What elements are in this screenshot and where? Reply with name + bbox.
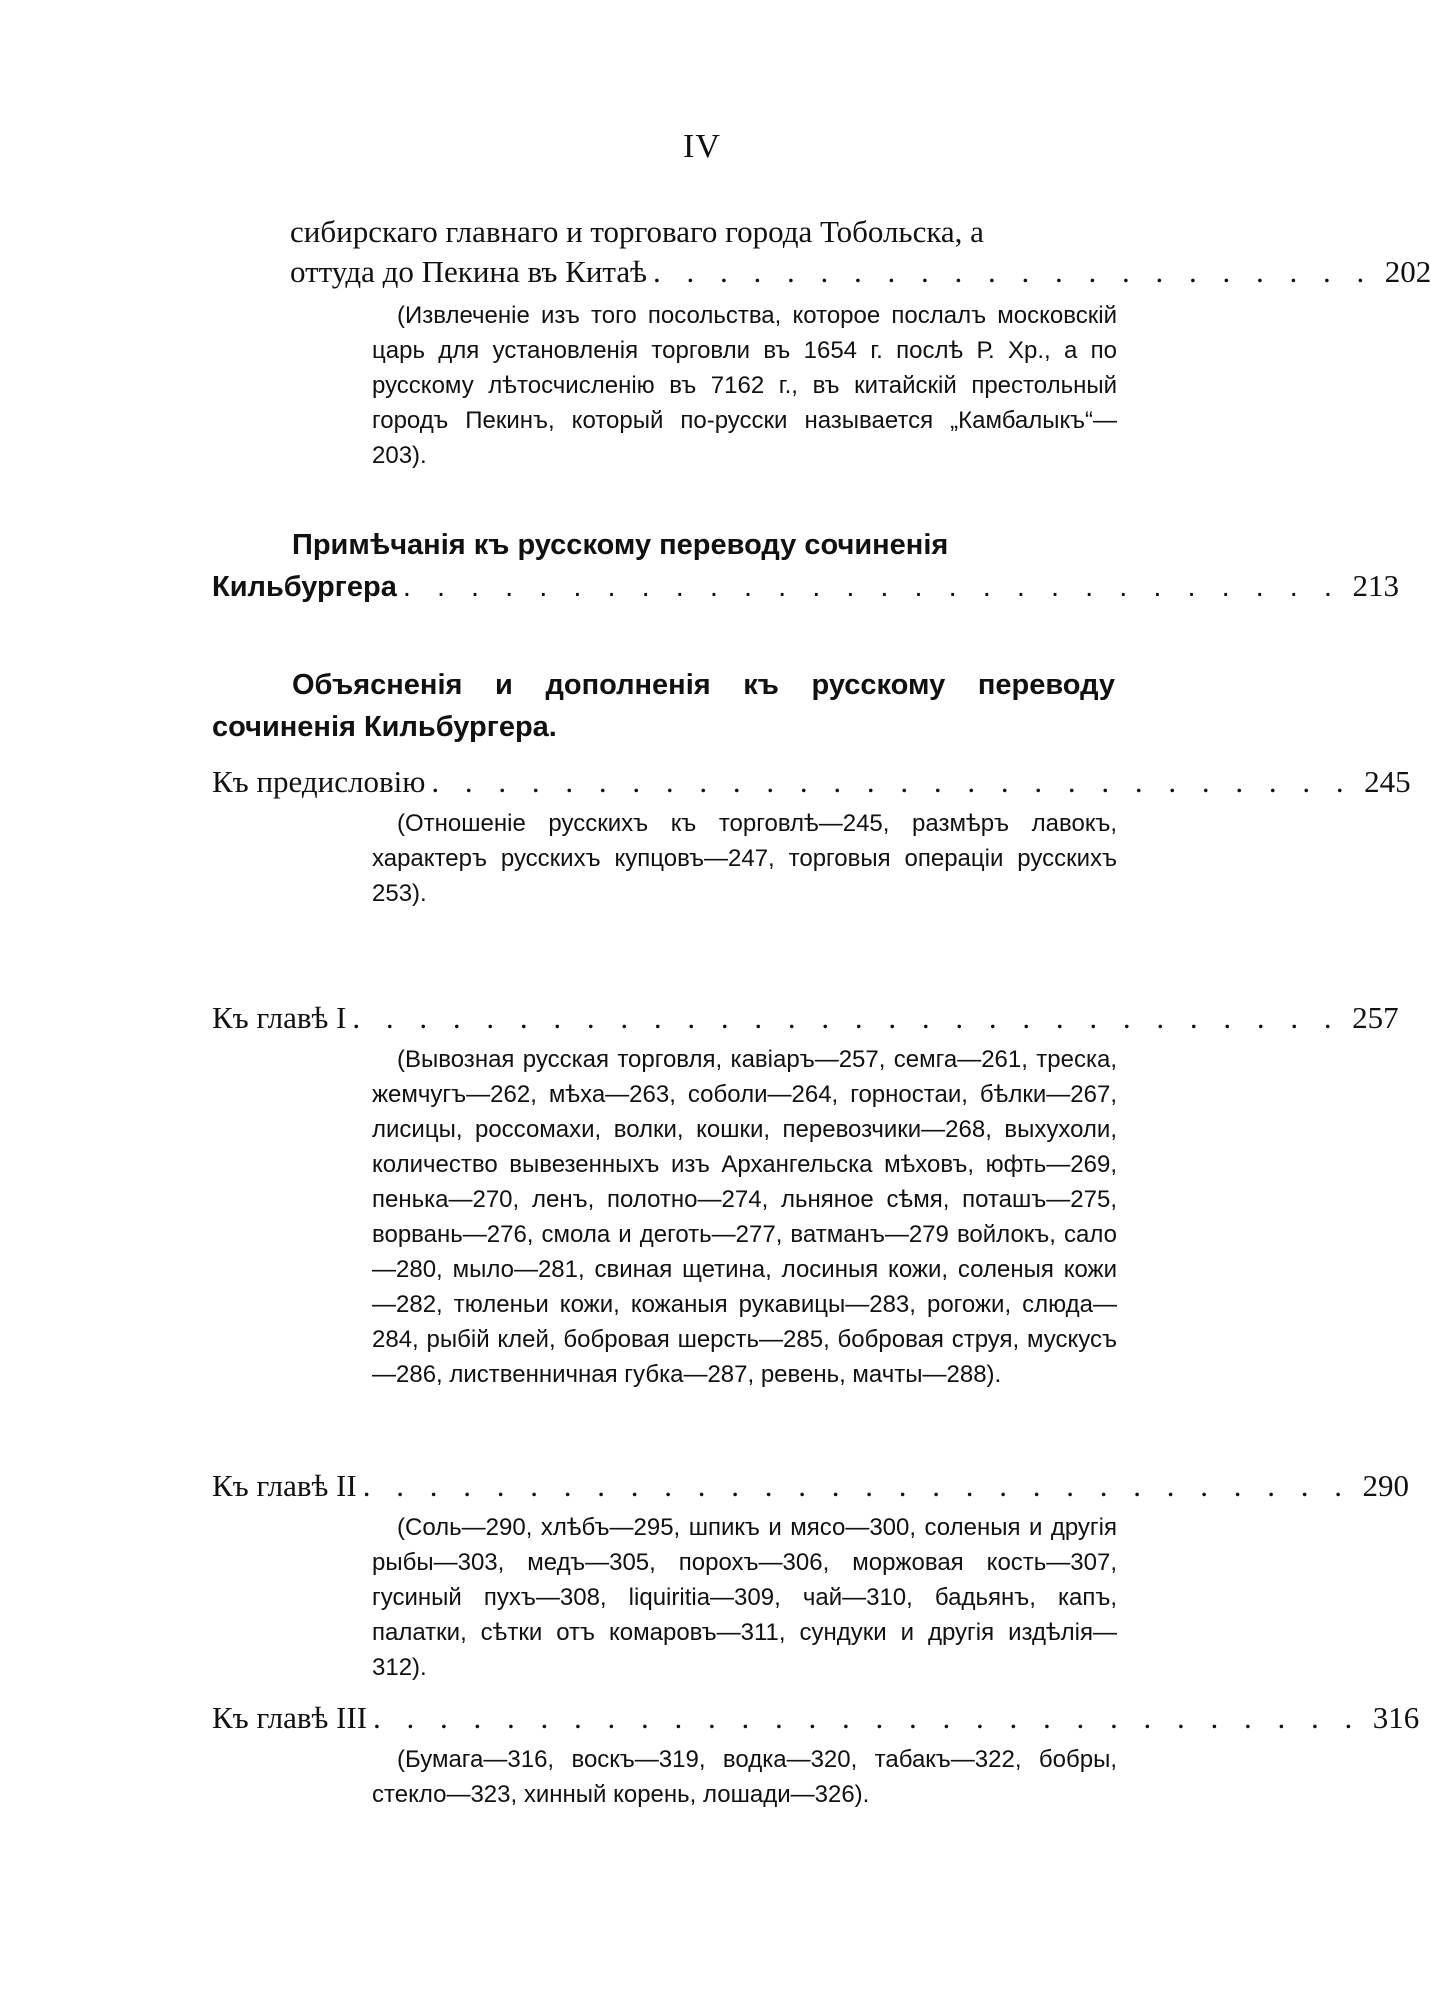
leader-dots: . . . . . . . . . . . . . . . . . . . . . . . . . . . . . . [373,1700,1362,1735]
entry-chapter2-line [212,1466,1409,1506]
leader-dots: . . . . . . . . . . . . . . . . . . . . . . [652,254,1374,289]
entry-chapter3-label: Къ главѣ III [212,1700,368,1735]
leader-dots: . . . . . . . . . . . . . . . . . . . . . . . . . . . . . . [352,1000,1341,1035]
entry-tobolsk-page: 202 [1384,254,1431,289]
entry-chapter3-page: 316 [1372,1700,1420,1735]
entry-chapter2-page: 290 [1362,1468,1409,1503]
entry-chapter1-page: 257 [1352,1000,1399,1035]
entry-chapter2-label: Къ главѣ II [212,1468,357,1503]
entry-tobolsk-label: оттуда до Пекина въ Китаѣ [290,254,647,289]
entry-tobolsk-note: (Извлеченіе изъ того посольства, которое послалъ московскій царь для установленія торговли въ 1654 г. послѣ Р. Хр., а по русскому лѣтосчисленію въ 7162 г., въ китайскій престольный городъ Пекинъ, который по-русски называется „Камбалыкъ“—203). [372,302,1117,469]
entry-predislovie-note: (Отношеніе русскихъ къ торговлѣ—245, размѣръ лавокъ, характеръ русскихъ купцовъ—247, торговыя операціи русскихъ 253). [372,810,1117,907]
entry-predislovie-page: 245 [1364,764,1411,799]
entry-primechania-page: 213 [1352,568,1399,603]
entry-predislovie-label: Къ предисловію [212,764,426,799]
leader-dots: . . . . . . . . . . . . . . . . . . . . . . . . . . . . [402,571,1341,603]
entry-primechania-heading: Примѣчанія къ русскому переводу сочиненія [292,529,949,561]
entry-tobolsk-line [290,252,1431,292]
leader-dots: . . . . . . . . . . . . . . . . . . . . . . . . . . . . [431,764,1353,799]
entry-chapter1-line [212,998,1399,1038]
page-number: IV [683,128,721,165]
entry-obyasnenia-heading: Объясненія и дополненія къ русскому переводу сочиненія Кильбургера. [212,669,1115,743]
entry-chapter1-label: Къ главѣ I [212,1000,347,1035]
entry-tobolsk-title: сибирскаго главнаго и торговаго города Тобольска, а [290,214,984,249]
entry-chapter3-line [212,1698,1420,1738]
leader-dots: . . . . . . . . . . . . . . . . . . . . . . . . . . . . . . [362,1468,1351,1503]
entry-primechania-label: Кильбургера [212,571,397,603]
entry-predislovie-line [212,762,1411,802]
entry-chapter1-note: (Вывозная русская торговля, кавіаръ—257, семга—261, треска, жемчугъ—262, мѣха—263, соболи—264, горностаи, бѣлки—267, лисицы, россомахи, волки, кошки, перевозчики—268, выхухоли, количество вывезенныхъ изъ Архангельска мѣховъ, юфть—269, пенька—270, ленъ, полотно—274, льняное сѣмя, поташъ—275, ворвань—276, смола и деготь—277, ватманъ—279 войлокъ, сало—280, мыло—281, свиная щетина, лосиныя кожи, соленыя кожи—282, тюленьи кожи, кожаныя рукавицы—283, рогожи, слюда—284, рыбій клей, бобровая шерсть—285, бобровая струя, мускусъ—286, лиственничная губка—287, ревень, мачты—288). [372,1046,1117,1388]
entry-primechania-line [212,566,1399,607]
entry-chapter2-note: (Соль—290, хлѣбъ—295, шпикъ и мясо—300, соленыя и другія рыбы—303, медъ—305, порохъ—306, моржовая кость—307, гусиный пухъ—308, liquiritia—309, чай—310, бадьянъ, капъ, палатки, сѣтки отъ комаровъ—311, сундуки и другія издѣлія—312). [372,1514,1117,1681]
entry-chapter3-note: (Бумага—316, воскъ—319, водка—320, табакъ—322, бобры, стекло—323, хинный корень, лошади—326). [372,1746,1117,1808]
